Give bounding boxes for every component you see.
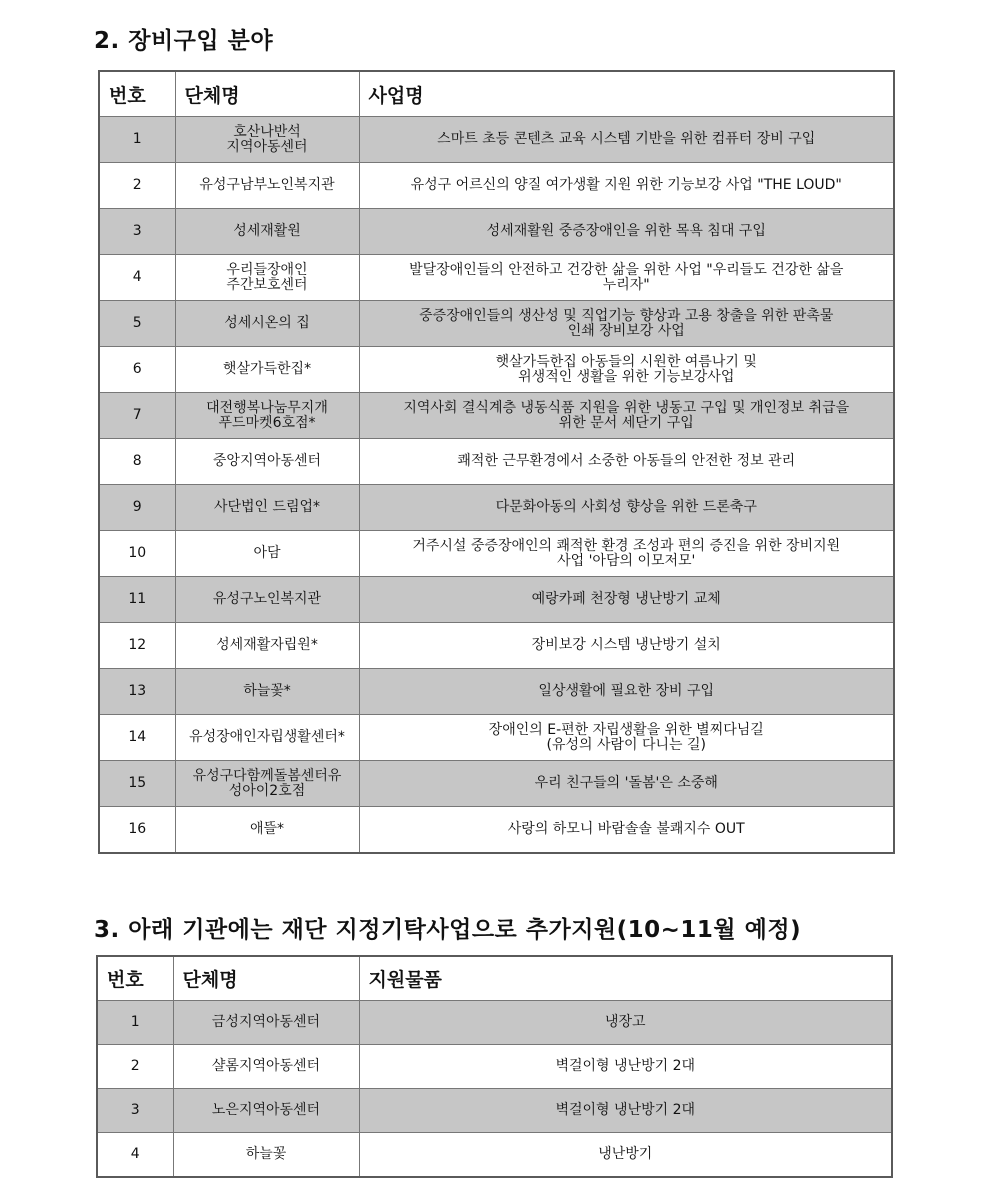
table-row [99,485,894,531]
project-name [359,163,894,209]
org-name-line: 유성구다함께돌봄센터유 [192,767,342,784]
org-name-line: 애뜰* [249,821,285,837]
org-name [175,255,359,301]
project-name-line: 위한 문서 세단기 구입 [558,414,694,431]
org-name [175,209,359,255]
org-name [175,485,359,531]
project-name [359,117,894,163]
table-row [99,439,894,485]
project-name-line: 발달장애인들의 안전하고 건강한 삶을 위한 사업 "우리들도 건강한 삶을 [409,261,844,278]
additional-support-table [96,955,893,1178]
table-row [99,347,894,393]
row-number: 10 [99,531,175,577]
project-name [359,807,894,854]
org-name: 노은지역아동센터 [173,1089,359,1133]
project-name [359,485,894,531]
org-name-line: 대전행복나눔무지개 [206,399,328,416]
support-item: 냉장고 [359,1001,892,1045]
table-row [97,1045,892,1089]
row-number: 15 [99,761,175,807]
org-name-line: 성아이2호점 [228,782,306,799]
table-row [99,577,894,623]
project-name [359,347,894,393]
table-row [97,1133,892,1178]
table-row [97,1089,892,1133]
project-name-line: 위생적인 생활을 위한 기능보강사업 [518,368,735,385]
table-row [99,715,894,761]
column-header-item: 지원물품 [359,956,892,1001]
org-name-line: 하늘꽃* [243,683,291,699]
project-name-line: 거주시설 중증장애인의 쾌적한 환경 조성과 편의 증진을 위한 장비지원 [412,537,841,554]
project-name-line: 햇살가득한집 아동들의 시원한 여름나기 및 [495,353,757,370]
project-name [359,577,894,623]
project-name [359,209,894,255]
support-item: 벽걸이형 냉난방기 2대 [359,1045,892,1089]
row-number: 14 [99,715,175,761]
section-2-title: 2. 장비구입 분야 [94,28,274,54]
row-number: 7 [99,393,175,439]
org-name-line: 호산나반석 [233,123,301,140]
project-name-line: 누리자" [602,276,650,293]
org-name-line: 지역아동센터 [226,138,308,155]
project-name-line: 중증장애인들의 생산성 및 직업기능 향상과 고용 창출을 위한 판촉물 [419,307,834,324]
table-row [99,669,894,715]
org-name [175,531,359,577]
project-name [359,439,894,485]
column-header-project: 사업명 [359,71,894,117]
project-name-line: 인쇄 장비보강 사업 [567,322,685,339]
org-name: 금성지역아동센터 [173,1001,359,1045]
table-row [99,117,894,163]
project-name-line: 스마트 초등 콘텐츠 교육 시스템 기반을 위한 컴퓨터 장비 구입 [437,131,816,147]
column-header-no: 번호 [97,956,173,1001]
project-name-line: 우리 친구들의 '돌봄'은 소중해 [534,775,718,791]
org-name-line: 유성구노인복지관 [212,591,322,607]
project-name-line: 장비보강 시스템 냉난방기 설치 [531,637,721,653]
table-row [99,255,894,301]
row-number: 6 [99,347,175,393]
table-row [99,393,894,439]
support-item: 벽걸이형 냉난방기 2대 [359,1089,892,1133]
project-name-line: 쾌적한 근무환경에서 소중한 아동들의 안전한 정보 관리 [457,453,796,469]
column-header-org: 단체명 [173,956,359,1001]
org-name [175,623,359,669]
org-name [175,163,359,209]
org-name [175,439,359,485]
project-name [359,623,894,669]
org-name-line: 주간보호센터 [226,276,308,293]
org-name-line: 성세시온의 집 [224,315,310,331]
row-number: 2 [99,163,175,209]
project-name [359,531,894,577]
project-name-line: 성세재활원 중증장애인을 위한 목욕 침대 구입 [486,223,766,239]
org-name-line: 유성구남부노인복지관 [199,177,335,193]
project-name [359,715,894,761]
table-row [99,209,894,255]
org-name-line: 사단법인 드림업* [213,499,321,515]
org-name [175,393,359,439]
project-name [359,669,894,715]
column-header-no: 번호 [99,71,175,117]
row-number: 3 [99,209,175,255]
column-header-org: 단체명 [175,71,359,117]
org-name [175,807,359,854]
org-name [175,669,359,715]
row-number: 12 [99,623,175,669]
support-item: 냉난방기 [359,1133,892,1178]
org-name [175,761,359,807]
project-name-line: 사업 '아담의 이모저모' [557,552,696,569]
org-name [175,117,359,163]
project-name [359,255,894,301]
row-number: 11 [99,577,175,623]
org-name [175,577,359,623]
equipment-table [98,70,895,854]
row-number: 3 [97,1089,173,1133]
row-number: 1 [99,117,175,163]
row-number: 9 [99,485,175,531]
row-number: 4 [99,255,175,301]
row-number: 1 [97,1001,173,1045]
project-name-line: 예랑카페 천장형 냉난방기 교체 [531,591,721,607]
row-number: 2 [97,1045,173,1089]
table-row [99,531,894,577]
org-name-line: 아담 [253,545,281,561]
org-name-line: 우리들장애인 [226,261,308,278]
table-row [99,623,894,669]
project-name [359,761,894,807]
org-name [175,301,359,347]
org-name-line: 유성장애인자립생활센터* [189,729,345,745]
project-name-line: 유성구 어르신의 양질 여가생활 지원 위한 기능보강 사업 "THE LOUD" [410,177,842,193]
table-row [99,163,894,209]
org-name-line: 푸드마켓6호점* [218,414,316,431]
row-number: 5 [99,301,175,347]
org-name-line: 성세재활원 [233,223,301,239]
row-number: 4 [97,1133,173,1178]
org-name: 샬롬지역아동센터 [173,1045,359,1089]
table-row [97,1001,892,1045]
project-name-line: 일상생활에 필요한 장비 구입 [538,683,715,699]
row-number: 8 [99,439,175,485]
project-name-line: 지역사회 결식계층 냉동식품 지원을 위한 냉동고 구입 및 개인정보 취급을 [403,399,850,416]
table-row [99,807,894,854]
table-row [99,301,894,347]
row-number: 13 [99,669,175,715]
table-row [99,761,894,807]
org-name: 하늘꽃 [173,1133,359,1178]
org-name [175,715,359,761]
project-name-line: (유성의 사람이 다니는 길) [546,736,706,753]
org-name [175,347,359,393]
org-name-line: 중앙지역아동센터 [212,453,322,469]
project-name-line: 사랑의 하모니 바람솔솔 불쾌지수 OUT [507,821,745,837]
project-name [359,393,894,439]
section-3-title: 3. 아래 기관에는 재단 지정기탁사업으로 추가지원(10~11월 예정) [94,917,802,943]
project-name-line: 다문화아동의 사회성 향상을 위한 드론축구 [495,499,757,515]
project-name [359,301,894,347]
org-name-line: 햇살가득한집* [222,361,312,377]
table-header-row [99,71,894,117]
project-name-line: 장애인의 E-편한 자립생활을 위한 별찌다님길 [488,721,764,738]
org-name-line: 성세재활자립원* [216,637,318,653]
table-header-row [97,956,892,1001]
row-number: 16 [99,807,175,854]
